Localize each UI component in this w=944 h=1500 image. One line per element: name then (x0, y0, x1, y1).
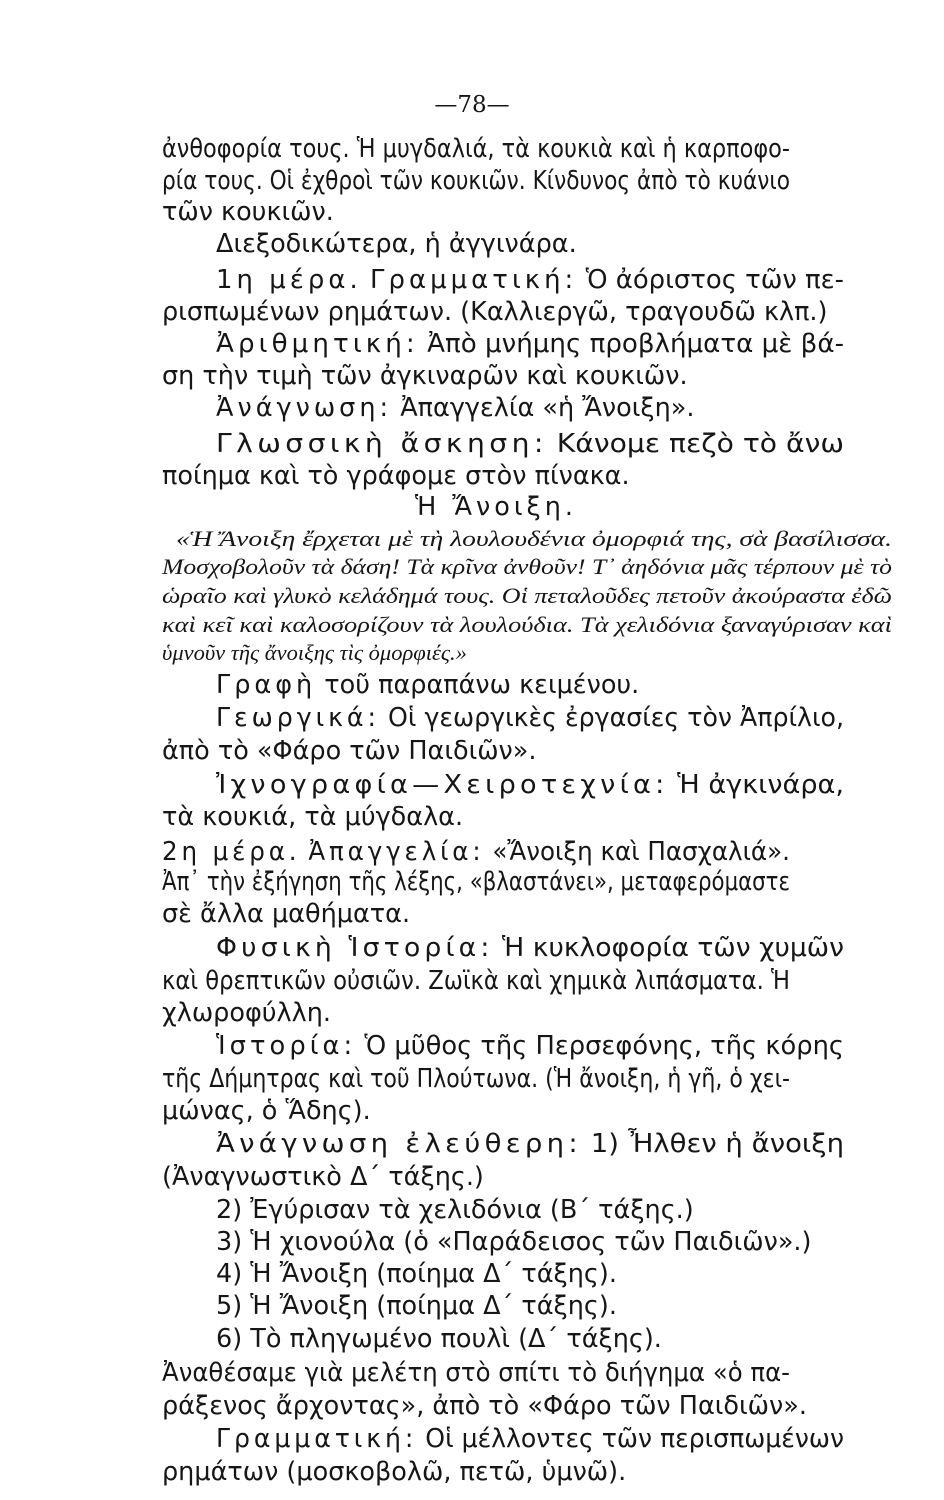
text-line (216, 703, 844, 733)
line-text: Οἱ γεωργικὲς ἐργασίες τὸν Ἀπρίλιο, (379, 703, 844, 733)
text-line (162, 361, 688, 391)
text-line (162, 998, 331, 1028)
line-text: ὡραῖο καὶ γλυκὸ κελάδημά τους. Οἱ πεταλοῦδες πετοῦν ἀκούραστα ἐδῶ (162, 583, 892, 608)
spaced-heading-text: Γραφὴ (216, 670, 317, 700)
quoted-poem-line (176, 525, 892, 552)
line-text: μώνας, ὁ Ἅδης). (162, 1096, 371, 1126)
line-text: ρισπωμένων ρημάτων. (Καλλιεργῶ, τραγουδῶ κλπ.) (162, 297, 828, 327)
spaced-heading-text: Ἰχνογραφία—Χειροτεχνία: (216, 770, 669, 800)
line-text (300, 837, 308, 867)
spaced-heading-text: Ἡ Ἄνοιξη. (415, 492, 577, 522)
quoted-poem-line (162, 639, 467, 666)
line-text: Ἡ ἀγκινάρα, (668, 770, 844, 800)
text-line (216, 770, 844, 800)
line-text: Μοσχοβολοῦν τὰ δάση! Τὰ κρῖνα ἀνθοῦν! Τ᾽ ἀηδόνια μᾶς τέρπουν μὲ τὸ (162, 554, 893, 579)
text-line (162, 1457, 626, 1487)
text-line (162, 1358, 790, 1388)
quoted-poem-line (162, 582, 892, 609)
line-text: Ἀπὸ μνήμης προβλήματα μὲ βά- (418, 329, 844, 359)
text-line (162, 966, 790, 996)
text-line (162, 1162, 484, 1192)
line-text: ἀπὸ τὸ «Φάρο τῶν Παιδιῶν». (162, 736, 537, 766)
spaced-heading-text: 1η μέρα. (216, 265, 362, 295)
spaced-heading-text: Γραμματική: (370, 265, 578, 295)
line-text: τῆς Δήμητρας καὶ τοῦ Πλούτωνα. (Ἡ ἄνοιξη, ἡ γῆ, ὁ χει- (162, 1064, 790, 1094)
line-text: χλωροφύλλη. (162, 998, 331, 1028)
line-text: Ὁ ἀόριστος τῶν πε- (577, 265, 844, 295)
line-text: τῶν κουκιῶν. (162, 197, 334, 227)
line-text: καὶ θρεπτικῶν οὐσιῶν. Ζωϊκὰ καὶ χημικὰ λιπάσματα. Ἡ (162, 966, 790, 996)
text-line (162, 837, 790, 867)
line-text: ὑμνοῦν τῆς ἄνοιξης τὶς ὀμορφιές.» (162, 640, 467, 665)
line-text: 5) Ἡ Ἄνοιξη (ποίημα Δ΄ τάξης). (216, 1291, 617, 1321)
line-text: Ἀναθέσαμε γιὰ μελέτη στὸ σπίτι τὸ διήγημα «ὁ πα- (162, 1358, 790, 1388)
page-number: —78— (434, 92, 510, 118)
spaced-heading-text: Γεωργικά: (216, 703, 380, 733)
text-line (162, 297, 827, 327)
line-text: σὲ ἄλλα μαθήματα. (162, 899, 411, 929)
line-text: ράξενος ἄρχοντας», ἀπὸ τὸ «Φάρο τῶν Παιδιῶν». (162, 1391, 807, 1421)
spaced-heading-text: Ἀνάγνωση: (216, 393, 393, 423)
line-text: 4) Ἡ Ἄνοιξη (ποίημα Δ΄ τάξης). (216, 1259, 617, 1289)
quoted-poem-line (162, 611, 892, 638)
text-line (162, 461, 630, 491)
line-text: Οἱ μέλλοντες τῶν περισπωμένων (417, 1424, 844, 1454)
line-text: 3) Ἡ χιονούλα (ὁ «Παράδεισος τῶν Παιδιῶν».) (216, 1227, 812, 1257)
text-line (216, 1031, 844, 1061)
text-line (216, 670, 639, 700)
text-line (162, 197, 334, 227)
text-line (216, 1259, 617, 1289)
line-text: 6) Τὸ πληγωμένο πουλὶ (Δ΄ τάξης). (216, 1324, 662, 1354)
text-line (162, 899, 410, 929)
text-line (216, 1291, 617, 1321)
text-line (162, 1064, 790, 1094)
spaced-heading-text: Ἱστορία: (216, 1031, 357, 1061)
text-line (216, 933, 844, 963)
text-line (216, 393, 694, 423)
line-text: τὰ κουκιά, τὰ μύγδαλα. (162, 802, 464, 832)
line-text: Ἀπαγγελία «ἡ Ἄνοιξη». (392, 393, 695, 423)
text-line (216, 265, 844, 295)
text-line (162, 802, 463, 832)
line-text: Ὁ μῦθος τῆς Περσεφόνης, τῆς κόρης (356, 1031, 844, 1061)
text-line (216, 1195, 694, 1225)
line-text: ρημάτων (μοσκοβολῶ, πετῶ, ὑμνῶ). (162, 1457, 627, 1487)
text-line (162, 1391, 807, 1421)
line-text: «Ἡ Ἄνοιξη ἔρχεται μὲ τὴ λουλουδένια ὀμορφιά της, σὰ βασίλισσα. (176, 526, 893, 551)
text-line (216, 1227, 812, 1257)
text-line (216, 329, 844, 359)
line-text: Ἡ κυκλοφορία τῶν χυμῶν (493, 933, 844, 963)
text-line (162, 134, 790, 164)
spaced-heading-text: Γραμματική: (216, 1424, 418, 1454)
line-text: Διεξοδικώτερα, ἡ ἀγγινάρα. (216, 229, 577, 259)
spaced-heading-text: 2η μέρα. (162, 837, 301, 867)
line-text: 2) Ἐγύρισαν τὰ χελιδόνια (Β΄ τάξης.) (216, 1195, 694, 1225)
line-text: καὶ κεῖ καὶ καλοσορίζουν τὰ λουλούδια. Τὰ χελιδόνια ξαναγύρισαν καὶ (162, 612, 892, 637)
line-text: Κάνομε πεζὸ τὸ ἄνω (547, 429, 844, 459)
text-line (162, 736, 537, 766)
text-line (162, 867, 790, 897)
line-text: ση τὴν τιμὴ τῶν ἀγκιναρῶν καὶ κουκιῶν. (162, 361, 688, 391)
spaced-heading-text: Φυσικὴ Ἱστορία: (216, 933, 494, 963)
text-line (216, 1129, 844, 1159)
text-line (162, 1096, 371, 1126)
text-line (216, 229, 577, 259)
quoted-poem-line (162, 553, 892, 580)
line-text (362, 265, 370, 295)
line-text: τοῦ παραπάνω κειμένου. (316, 670, 640, 700)
line-text: ἀνθοφορία τους. Ἡ μυγδαλιά, τὰ κουκιὰ καὶ ἡ καρποφο- (162, 134, 790, 164)
line-text: Ἀπ᾽ τὴν ἐξήγηση τῆς λέξης, «βλαστάνει», μεταφερόμαστε (162, 867, 790, 897)
line-text: (Ἀναγνωστικὸ Δ΄ τάξης.) (162, 1162, 484, 1192)
text-line (415, 492, 577, 522)
line-text: 1) Ἦλθεν ἡ ἄνοιξη (581, 1129, 845, 1159)
line-text: «Ἄνοιξη καὶ Πασχαλιά». (484, 837, 790, 867)
spaced-heading-text: Γλωσσικὴ ἄσκηση: (216, 429, 548, 459)
text-line (216, 1424, 844, 1454)
spaced-heading-text: Ἀριθμητική: (216, 329, 419, 359)
text-line (216, 429, 844, 459)
spaced-heading-text: Ἀπαγγελία: (308, 837, 485, 867)
line-text: ρία τους. Οἱ ἐχθροὶ τῶν κουκιῶν. Κίνδυνος ἀπὸ τὸ κυάνιο (162, 166, 790, 196)
line-text: ποίημα καὶ τὸ γράφομε στὸν πίνακα. (162, 461, 630, 491)
text-line (162, 166, 790, 196)
text-line (216, 1324, 662, 1354)
spaced-heading-text: Ἀνάγνωση ἐλεύθερη: (216, 1129, 582, 1159)
